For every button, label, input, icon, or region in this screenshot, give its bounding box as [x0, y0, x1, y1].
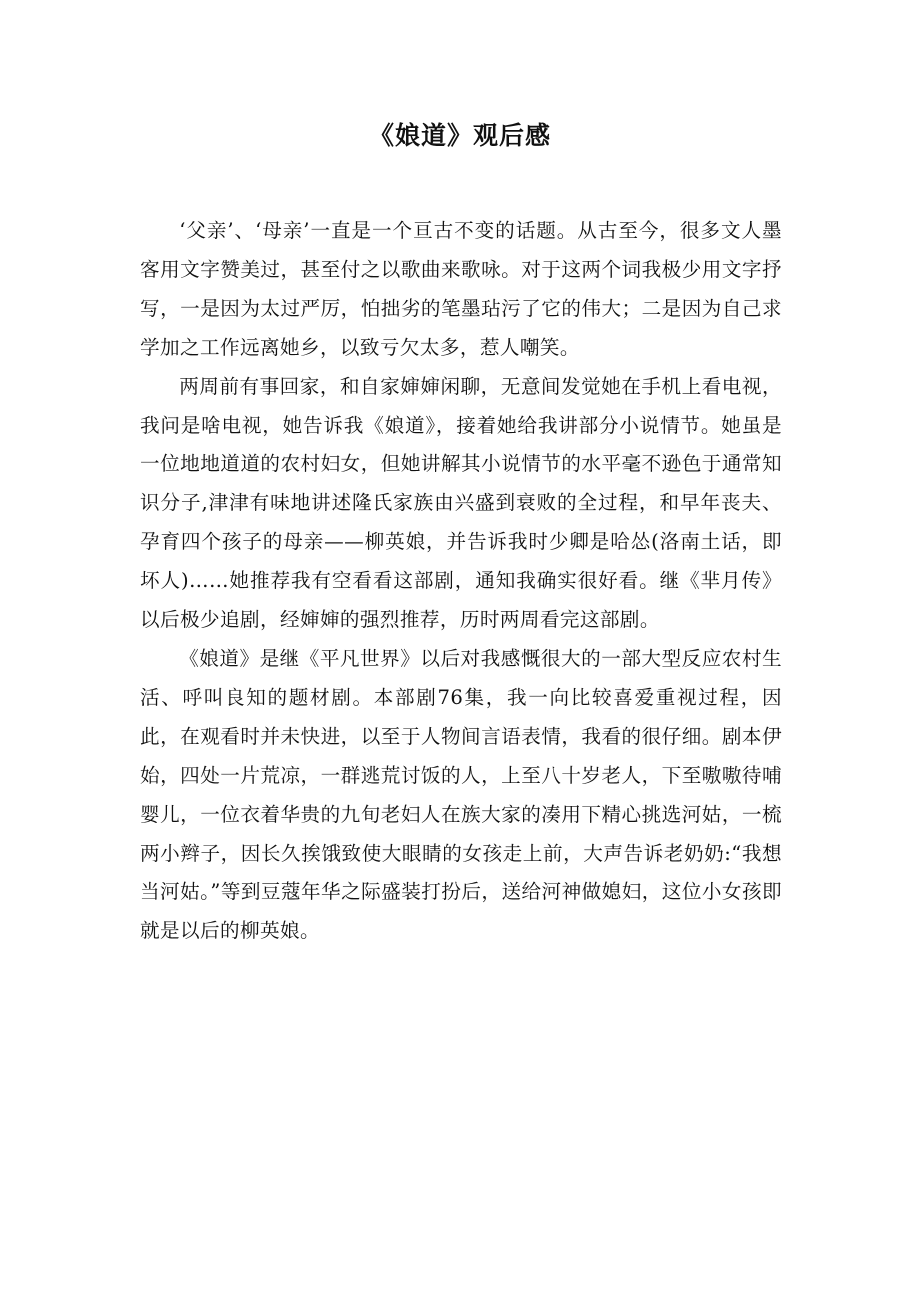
document-title: 《娘道》观后感: [368, 121, 551, 150]
document-body: [140, 212, 782, 951]
paragraph-3: 《娘道》是继《平凡世界》以后对我感慨很大的一部大型反应农村生活、呼叫良知的题材剧。本部剧76集，我一向比较喜爱重视过程，因此，在观看时并未快进，以至于人物间言语表情，我看的很仔细。剧本伊始，四处一片荒凉，一群逃荒讨饭的人，上至八十岁老人，下至嗷嗷待哺婴儿，一位衣着华贵的九旬老妇人在族大家的凑用下精心挑选河姑，一梳两小辫子，因长久挨饿致使大眼睛的女孩走上前，大声告诉老奶奶:“我想当河姑。”等到豆蔻年华之际盛装打扮后，送给河神做媳妇，这位小女孩即就是以后的柳英娘。: [140, 646, 782, 943]
paragraph-2: 两周前有事回家，和自家婶婶闲聊，无意间发觉她在手机上看电视，我问是啥电视，她告诉我《娘道》，接着她给我讲部分小说情节。她虽是一位地地道道的农村妇女，但她讲解其小说情节的水平毫不逊色于通常知识分子,津津有味地讲述隆氏家族由兴盛到衰败的全过程，和早年丧夫、孕育四个孩子的母亲——柳英娘，并告诉我时少卿是哈怂(洛南土话，即坏人)……她推荐我有空看看这部剧，通知我确实很好看。继《芈月传》以后极少追剧，经婶婶的强烈推荐，历时两周看完这部剧。: [140, 374, 782, 632]
paragraph-1: ‘父亲’、‘母亲’一直是一个亘古不变的话题。从古至今，很多文人墨客用文字赞美过，甚至付之以歌曲来歌咏。对于这两个词我极少用文字抒写，一是因为太过严厉，怕拙劣的笔墨玷污了它的伟大；二是因为自己求学加之工作远离她乡，以致亏欠太多，惹人嘲笑。: [140, 219, 782, 359]
